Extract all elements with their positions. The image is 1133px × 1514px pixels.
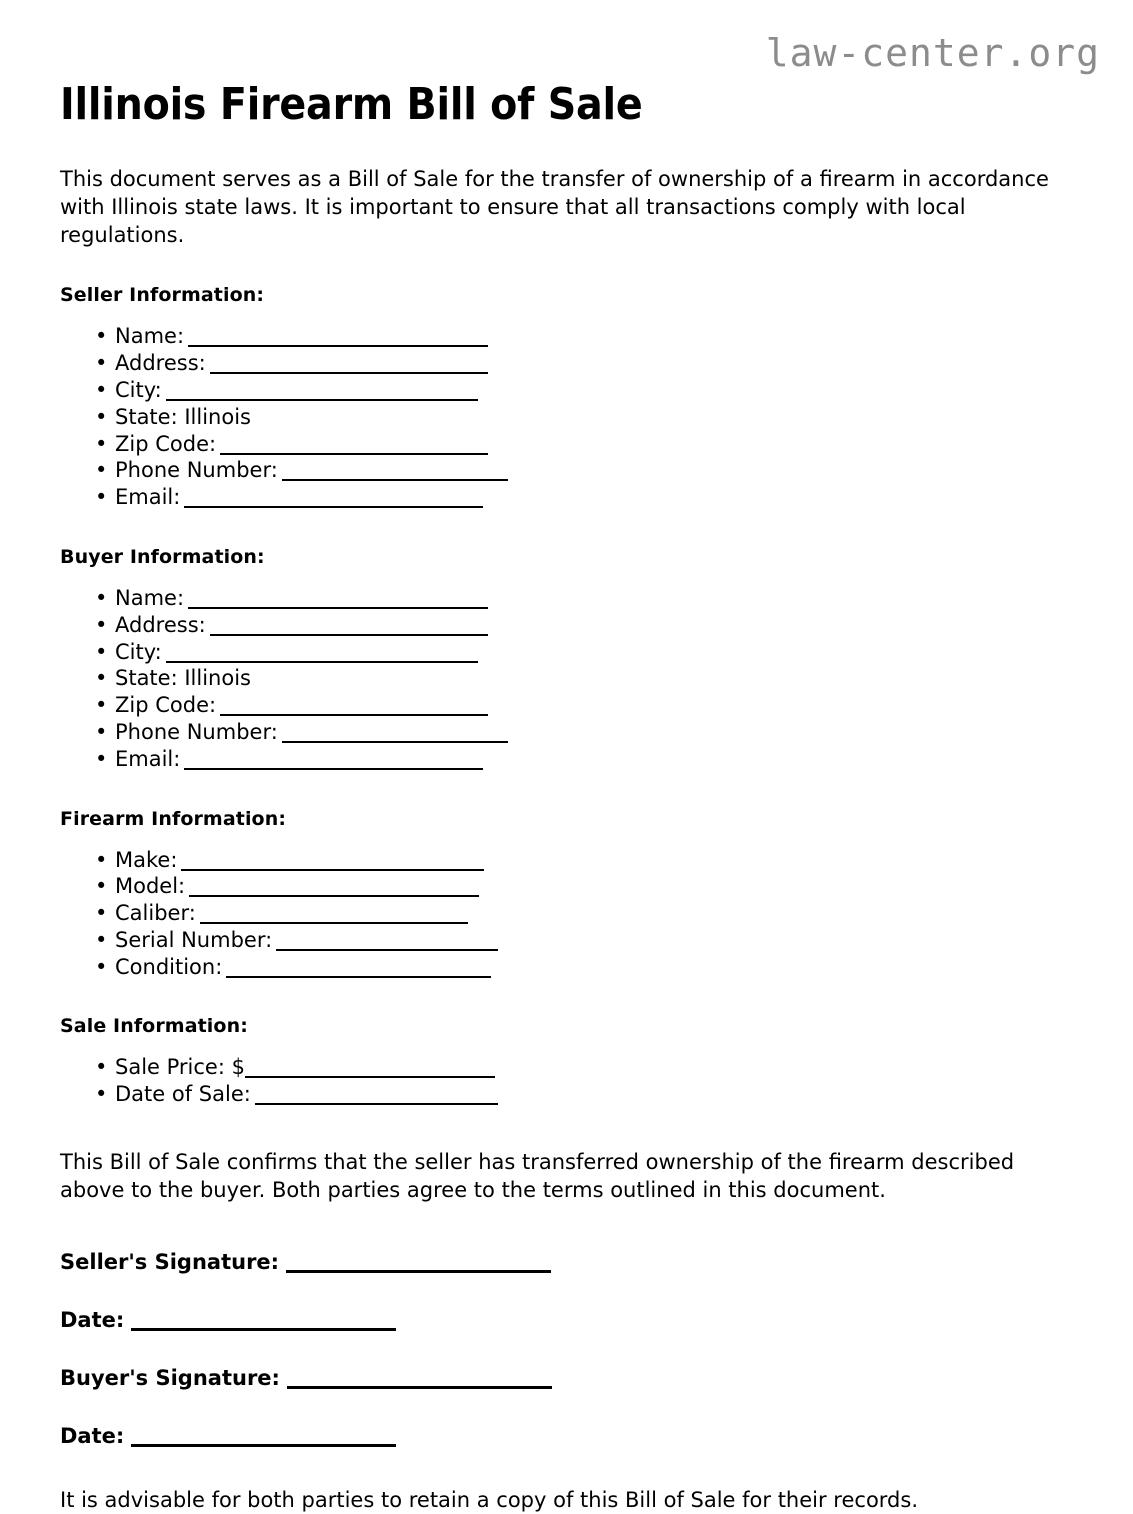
fill-in-blank[interactable] xyxy=(181,860,484,871)
signature-label: Seller's Signature: xyxy=(60,1249,280,1274)
fill-in-blank[interactable] xyxy=(166,390,478,401)
list-item xyxy=(60,457,1073,484)
field-label: Address: xyxy=(115,612,206,637)
list-item xyxy=(60,847,1073,874)
fill-in-blank[interactable] xyxy=(200,913,468,924)
signature-label: Date: xyxy=(60,1423,125,1448)
list-item xyxy=(60,692,1073,719)
intro-paragraph: This document serves as a Bill of Sale for the transfer of ownership of a firearm in accordance with Illinois state laws. It is important to ensure that all transactions comply with local regulations. xyxy=(60,167,1049,247)
field-list xyxy=(60,1037,1073,1108)
list-item xyxy=(60,1081,1073,1108)
list-item xyxy=(60,585,1073,612)
fill-in-blank[interactable] xyxy=(245,1067,495,1078)
field-label: Name: xyxy=(115,585,185,610)
section-heading: Seller Information: xyxy=(60,284,265,307)
list-item xyxy=(60,954,1073,981)
field-label: State: Illinois xyxy=(115,404,251,429)
field-label: Email: xyxy=(115,746,181,771)
field-list xyxy=(60,568,1073,773)
list-item xyxy=(60,1054,1073,1081)
field-label: Caliber: xyxy=(115,901,196,926)
list-item xyxy=(60,900,1073,927)
signature-block xyxy=(60,1205,1073,1447)
fill-in-blank[interactable] xyxy=(282,470,508,481)
fill-in-blank[interactable] xyxy=(210,363,488,374)
signature-row xyxy=(60,1273,1073,1331)
fill-in-blank[interactable] xyxy=(276,940,498,951)
sections-container xyxy=(60,249,1073,1108)
signature-label: Date: xyxy=(60,1307,125,1332)
list-item xyxy=(60,639,1073,666)
list-item xyxy=(60,404,1073,431)
signature-blank[interactable] xyxy=(286,1262,551,1273)
field-label: Zip Code: xyxy=(115,693,217,718)
list-item xyxy=(60,377,1073,404)
list-item xyxy=(60,927,1073,954)
field-label: Make: xyxy=(115,847,178,872)
list-item xyxy=(60,873,1073,900)
field-list xyxy=(60,306,1073,511)
page-title: Illinois Firearm Bill of Sale xyxy=(60,79,643,130)
field-label: Address: xyxy=(115,351,206,376)
list-item xyxy=(60,431,1073,458)
field-label: City: xyxy=(115,377,162,402)
field-label: Zip Code: xyxy=(115,431,217,456)
fill-in-blank[interactable] xyxy=(226,967,491,978)
field-label: Model: xyxy=(115,874,186,899)
fill-in-blank[interactable] xyxy=(188,598,488,609)
list-item xyxy=(60,612,1073,639)
fill-in-blank[interactable] xyxy=(220,444,488,455)
list-item xyxy=(60,323,1073,350)
list-item xyxy=(60,719,1073,746)
signature-row xyxy=(60,1215,1073,1273)
signature-blank[interactable] xyxy=(287,1378,552,1389)
list-item xyxy=(60,484,1073,511)
field-label: State: Illinois xyxy=(115,666,251,691)
list-item xyxy=(60,350,1073,377)
list-item xyxy=(60,665,1073,692)
list-item xyxy=(60,746,1073,773)
fill-in-blank[interactable] xyxy=(166,652,478,663)
field-label: Condition: xyxy=(115,954,223,979)
field-label: Serial Number: xyxy=(115,927,273,952)
fill-in-blank[interactable] xyxy=(255,1094,498,1105)
section-heading: Buyer Information: xyxy=(60,545,265,568)
field-label: Email: xyxy=(115,485,181,510)
signature-row xyxy=(60,1389,1073,1447)
fill-in-blank[interactable] xyxy=(282,732,508,743)
fill-in-blank[interactable] xyxy=(184,759,483,770)
field-label: Phone Number: xyxy=(115,719,278,744)
site-watermark: law-center.org xyxy=(765,31,1100,75)
field-label: Sale Price: $ xyxy=(115,1055,245,1080)
closing-paragraph: This Bill of Sale confirms that the seller has transferred ownership of the firearm described above to the buyer. Both parties agree to the terms outlined in this document. xyxy=(60,1150,1015,1202)
field-label: City: xyxy=(115,639,162,664)
footer-note: It is advisable for both parties to retain a copy of this Bill of Sale for their records. xyxy=(60,1487,919,1512)
section-heading: Firearm Information: xyxy=(60,807,287,830)
field-label: Date of Sale: xyxy=(115,1082,251,1107)
signature-blank[interactable] xyxy=(131,1436,396,1447)
fill-in-blank[interactable] xyxy=(220,705,488,716)
fill-in-blank[interactable] xyxy=(210,625,488,636)
field-label: Name: xyxy=(115,324,185,349)
signature-blank[interactable] xyxy=(131,1320,396,1331)
fill-in-blank[interactable] xyxy=(188,336,488,347)
document-content xyxy=(60,0,1073,1514)
signature-row xyxy=(60,1331,1073,1389)
section-heading: Sale Information: xyxy=(60,1015,248,1038)
fill-in-blank[interactable] xyxy=(184,497,483,508)
signature-label: Buyer's Signature: xyxy=(60,1365,280,1390)
field-list xyxy=(60,830,1073,981)
field-label: Phone Number: xyxy=(115,458,278,483)
fill-in-blank[interactable] xyxy=(189,886,479,897)
